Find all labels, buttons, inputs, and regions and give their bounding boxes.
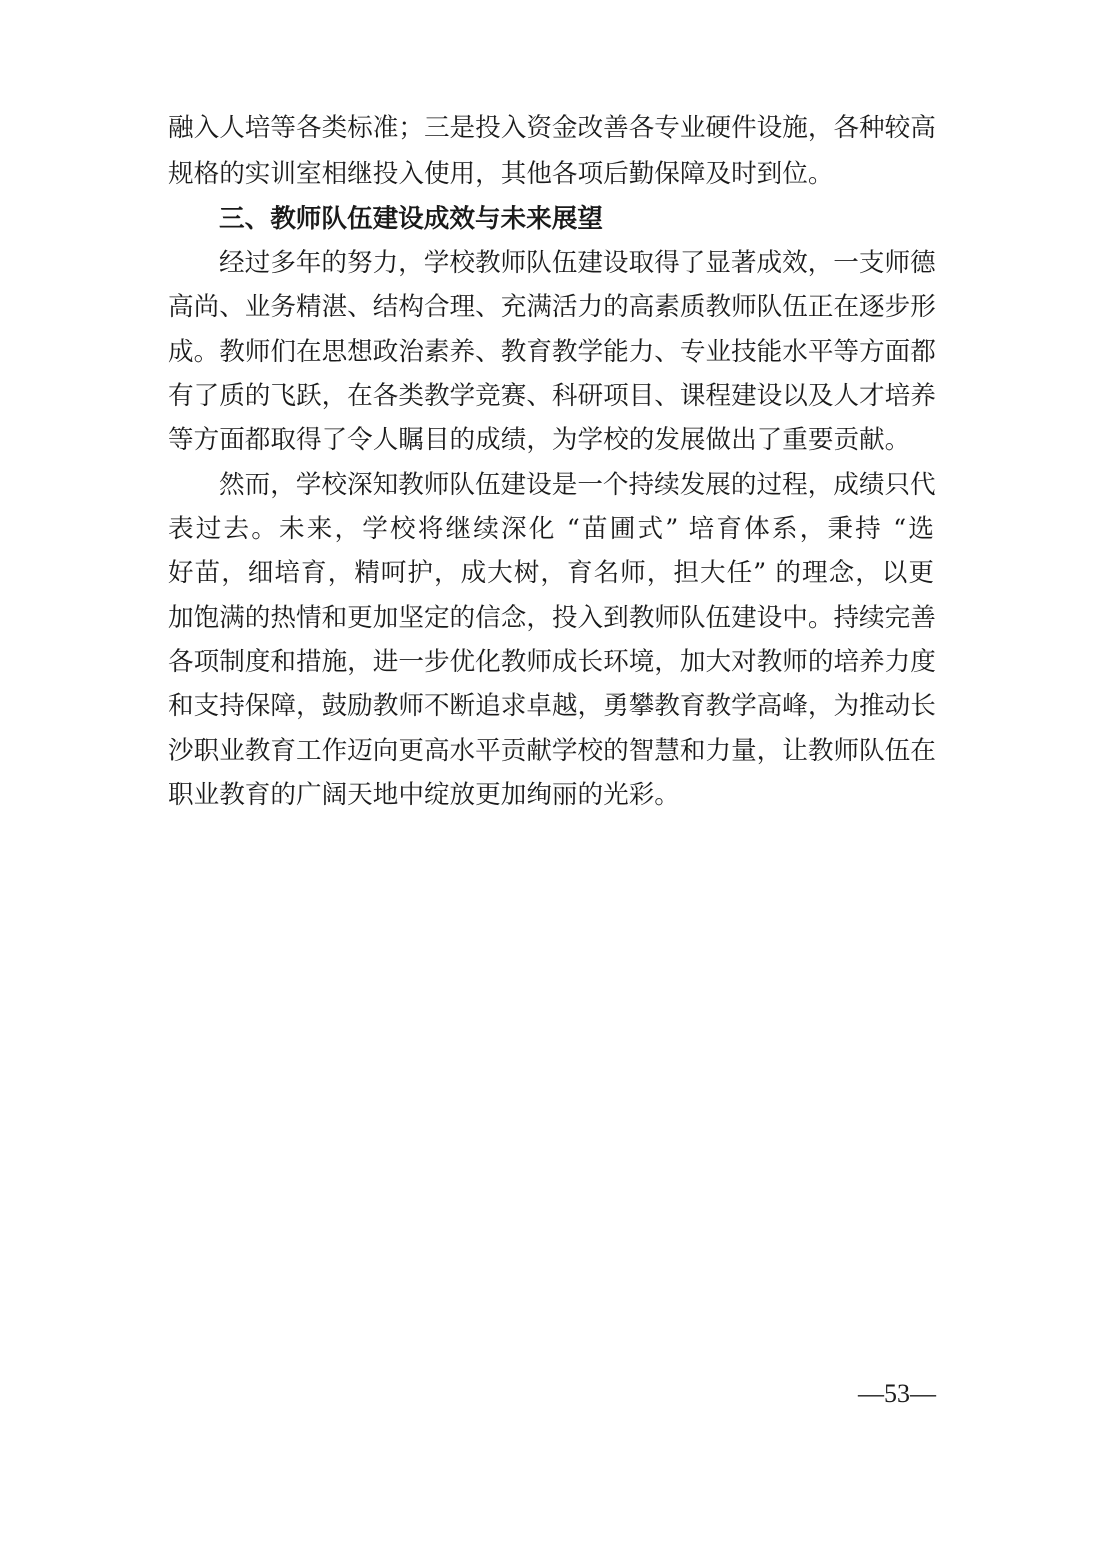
paragraph-achievements-line: 经过多年的努力，学校教师队伍建设取得了显著成效，一支师德 bbox=[219, 248, 936, 278]
paragraph-intro-line: 规格的实训室相继投入使用，其他各项后勤保障及时到位。 bbox=[168, 159, 834, 189]
paragraph-achievements-line: 等方面都取得了令人瞩目的成绩，为学校的发展做出了重要贡献。 bbox=[168, 425, 911, 455]
section-heading: 三、教师队伍建设成效与未来展望 bbox=[219, 204, 603, 234]
paragraph-outlook-line: 然而，学校深知教师队伍建设是一个持续发展的过程，成绩只代 bbox=[219, 470, 936, 500]
paragraph-outlook-line: 和支持保障，鼓励教师不断追求卓越，勇攀教育教学高峰，为推动长 bbox=[168, 691, 936, 721]
paragraph-achievements-line: 成。教师们在思想政治素养、教育教学能力、专业技能水平等方面都 bbox=[168, 337, 936, 367]
paragraph-intro-line: 融入人培等各类标准；三是投入资金改善各专业硬件设施，各种较高 bbox=[168, 113, 936, 143]
paragraph-outlook-line: 各项制度和措施，进一步优化教师成长环境，加大对教师的培养力度 bbox=[168, 647, 936, 677]
paragraph-outlook-line: 职业教育的广阔天地中绽放更加绚丽的光彩。 bbox=[168, 780, 680, 810]
paragraph-outlook-line: 沙职业教育工作迈向更高水平贡献学校的智慧和力量，让教师队伍在 bbox=[168, 736, 936, 766]
paragraph-achievements-line: 高尚、业务精湛、结构合理、充满活力的高素质教师队伍正在逐步形 bbox=[168, 292, 936, 322]
page-number: —53— bbox=[858, 1379, 936, 1408]
paragraph-outlook-line: 表过去。未来，学校将继续深化 “苗圃式” 培育体系，秉持 “选 bbox=[168, 514, 934, 544]
paragraph-outlook-line: 好苗，细培育，精呵护，成大树，育名师，担大任” 的理念，以更 bbox=[168, 558, 934, 588]
paragraph-outlook-line: 加饱满的热情和更加坚定的信念，投入到教师队伍建设中。持续完善 bbox=[168, 603, 936, 633]
paragraph-achievements-line: 有了质的飞跃，在各类教学竞赛、科研项目、课程建设以及人才培养 bbox=[168, 381, 936, 411]
